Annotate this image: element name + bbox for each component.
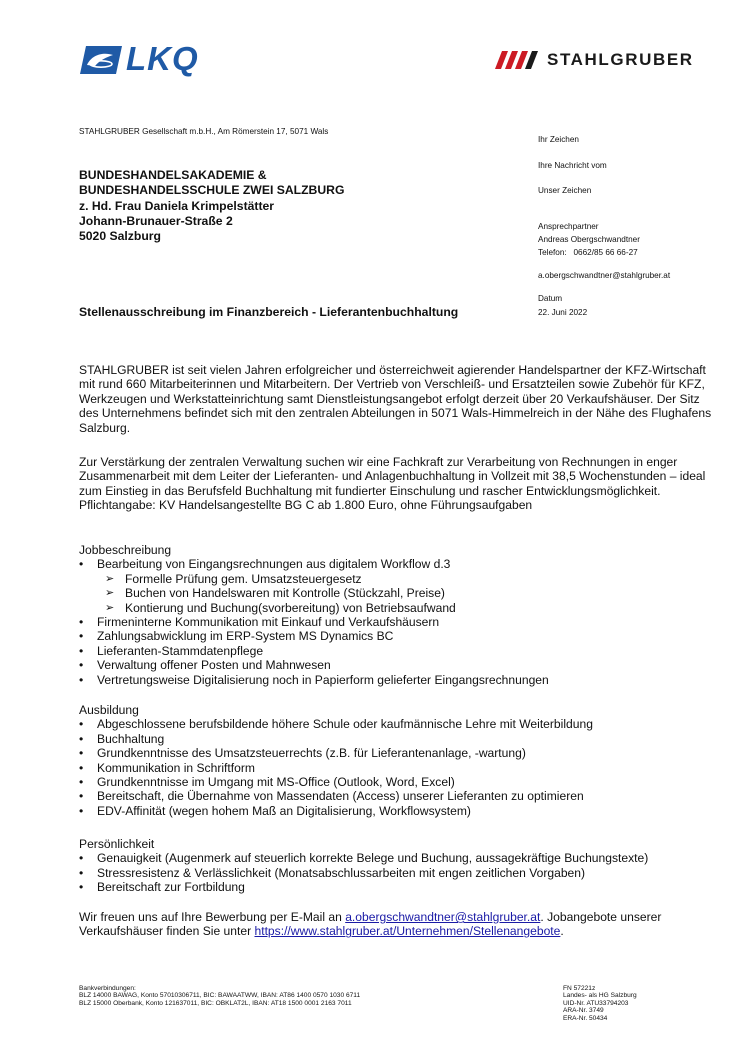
closing-text xyxy=(79,910,719,939)
list-item: • Grundkenntnisse im Umgang mit MS-Office (Outlook, Word, Excel) xyxy=(79,775,719,789)
list-item-text: Bearbeitung von Eingangsrechnungen aus digitalem Workflow d.3 xyxy=(97,557,451,572)
list-item: • Vertretungsweise Digitalisierung noch in Papierform gelieferter Eingangsrechnungen xyxy=(79,673,719,687)
ausbildung-title: Ausbildung xyxy=(79,703,139,717)
datum-label: Datum xyxy=(538,294,563,303)
list-item: • Zahlungsabwicklung im ERP-System MS Dynamics BC xyxy=(79,629,719,643)
ihr-zeichen-label: Ihr Zeichen xyxy=(538,135,579,144)
sub-list-item: ➢ Formelle Prüfung gem. Umsatzsteuergesetz xyxy=(105,572,719,586)
recipient-line: BUNDESHANDELSSCHULE ZWEI SALZBURG xyxy=(79,183,345,198)
list-item: • Bereitschaft zur Fortbildung xyxy=(79,880,719,894)
jobbeschreibung-list xyxy=(79,557,719,687)
recipient-line: 5020 Salzburg xyxy=(79,229,161,244)
application-email-link[interactable]: a.obergschwandtner@stahlgruber.at xyxy=(345,910,541,924)
list-item: • Kommunikation in Schriftform xyxy=(79,761,719,775)
ansprechpartner-label: Ansprechpartner xyxy=(538,222,599,231)
closing-text-part: . Jobangebote unserer Verkaufshäuser finden Sie unter xyxy=(79,910,662,939)
datum-value: 22. Juni 2022 xyxy=(538,308,588,317)
closing-paragraph xyxy=(79,910,719,939)
position-paragraph xyxy=(79,455,719,513)
persoenlichkeit-section xyxy=(79,837,719,895)
stahlgruber-logo xyxy=(493,50,715,72)
list-item xyxy=(79,557,719,615)
recipient-line: BUNDESHANDELSAKADEMIE & xyxy=(79,168,267,182)
recipient-line: z. Hd. Frau Daniela Krimpelstätter xyxy=(79,198,275,213)
sender-address: STAHLGRUBER Gesellschaft m.b.H., Am Römerstein 17, 5071 Wals xyxy=(79,127,329,136)
footer-register-line: ARA-Nr. 3749 xyxy=(563,1007,604,1015)
footer-bank-line: BLZ 14000 BAWAG, Konto 57010306711, BIC: BAWAATWW, IBAN: AT86 1400 0570 1030 6711 xyxy=(79,992,361,1000)
footer-bank-line: BLZ 15000 Oberbank, Konto 121637011, BIC: OBKLAT2L, IBAN: AT18 1500 0001 2163 7011 xyxy=(79,999,352,1007)
list-item: • Grundkenntnisse des Umsatzsteuerrechts (z.B. für Lieferantenanlage, -wartung) xyxy=(79,746,719,760)
footer-label: Bankverbindungen: xyxy=(79,985,136,992)
list-item: • Buchhaltung xyxy=(79,732,719,746)
list-item: • Abgeschlossene berufsbildende höhere Schule oder kaufmännische Lehre mit Weiterbildung xyxy=(79,717,719,731)
unser-zeichen-label: Unser Zeichen xyxy=(538,186,592,195)
stahlgruber-stripes-icon xyxy=(493,51,541,69)
pflichtangabe-text: Pflichtangabe: KV Handelsangestellte BG C ab 1.800 Euro, ohne Führungsaufgaben xyxy=(79,498,533,513)
telefon: Telefon: 0662/85 66 66-27 xyxy=(538,248,638,257)
list-item: • EDV-Affinität (wegen hohem Maß an Digitalisierung, Workflowsystem) xyxy=(79,804,719,818)
list-item: • Genauigkeit (Augenmerk auf steuerlich korrekte Belege und Buchung, aussagekräftige Buchungstexte) xyxy=(79,851,719,865)
jobbeschreibung-title: Jobbeschreibung xyxy=(79,543,172,557)
list-item: • Firmeninterne Kommunikation mit Einkauf und Verkaufshäusern xyxy=(79,615,719,629)
stahlgruber-wordmark: STAHLGRUBER xyxy=(547,50,694,69)
lkq-wordmark: LKQ xyxy=(126,40,199,77)
list-item: • Stressresistenz & Verlässlichkeit (Monatsabschlussarbeiten mit engen zeitlichen Vorgaben) xyxy=(79,866,719,880)
ansprechpartner-name: Andreas Obergschwandtner xyxy=(538,235,640,244)
lkq-emblem-icon xyxy=(80,46,122,74)
footer-register-line: Landes- als HG Salzburg xyxy=(563,992,637,1000)
persoenlichkeit-list xyxy=(79,851,719,894)
intro-text: STAHLGRUBER ist seit vielen Jahren erfolgreicher und österreichweit agierender Handelspartner der KFZ-Wirtschaft mit rund 660 Mitarbeiterinnen und Mitarbeitern. Der Vertrieb von Verschleiß- und Ersatzteilen sowie Zubehör für KFZ, Werkzeugen und Werkstatteinrichtung samt Dienstleistungsangebot erfolgt derzeit über 20 Verkaufshäuser. Der Sitz des Unternehmens befindet sich mit den zentralen Abteilungen in 5071 Wals-Himmelreich in der Nähe des Flughafens Salzburg. xyxy=(79,363,712,435)
jobbeschreibung-sublist xyxy=(97,572,719,615)
lkq-logo xyxy=(80,40,230,78)
footer-register-line: UID-Nr. ATU33794203 xyxy=(563,999,629,1007)
ausbildung-list xyxy=(79,717,719,818)
contact-email[interactable]: a.obergschwandtner@stahlgruber.at xyxy=(538,271,671,280)
letter-subject: Stellenausschreibung im Finanzbereich - Lieferantenbuchhaltung xyxy=(79,305,459,319)
jobbeschreibung-section xyxy=(79,543,719,687)
persoenlichkeit-title: Persönlichkeit xyxy=(79,837,155,851)
ihre-nachricht-label: Ihre Nachricht vom xyxy=(538,161,607,170)
recipient-line: Johann-Brunauer-Straße 2 xyxy=(79,213,233,228)
footer-company-register xyxy=(563,985,637,1022)
ausbildung-section xyxy=(79,703,719,818)
job-offers-link[interactable]: https://www.stahlgruber.at/Unternehmen/Stellenangebote xyxy=(254,924,561,939)
list-item: • Lieferanten-Stammdatenpflege xyxy=(79,644,719,658)
list-item: • Bereitschaft, die Übernahme von Massendaten (Access) unserer Lieferanten zu optimieren xyxy=(79,789,719,803)
footer-bank-details xyxy=(79,985,360,1007)
footer-register-line: FN 57221z xyxy=(563,985,596,992)
list-item: • Verwaltung offener Posten und Mahnwesen xyxy=(79,658,719,672)
intro-paragraph xyxy=(79,363,719,435)
recipient-address xyxy=(79,168,344,244)
sub-list-item: ➢ Buchen von Handelswaren mit Kontrolle (Stückzahl, Preise) xyxy=(105,586,719,600)
position-text: Zur Verstärkung der zentralen Verwaltung suchen wir eine Fachkraft zur Verarbeitung von Rechnungen in enger Zusammenarbeit mit dem Leiter der Lieferanten- und Anlagenbuchhaltung in Vollzeit mit 38,5 Wochenstunden – ideal zum Einstieg in das Berufsfeld Buchhaltung mit fundierter Einschulung und rascher Entwicklungsmöglichkeit. xyxy=(79,455,706,498)
sub-list-item: ➢ Kontierung und Buchung(svorbereitung) von Betriebsaufwand xyxy=(105,601,719,615)
closing-text-part: . xyxy=(560,924,564,939)
footer-register-line: ERA-Nr. 50434 xyxy=(563,1014,608,1022)
closing-text-part: Wir freuen uns auf Ihre Bewerbung per E-Mail an xyxy=(79,910,346,924)
